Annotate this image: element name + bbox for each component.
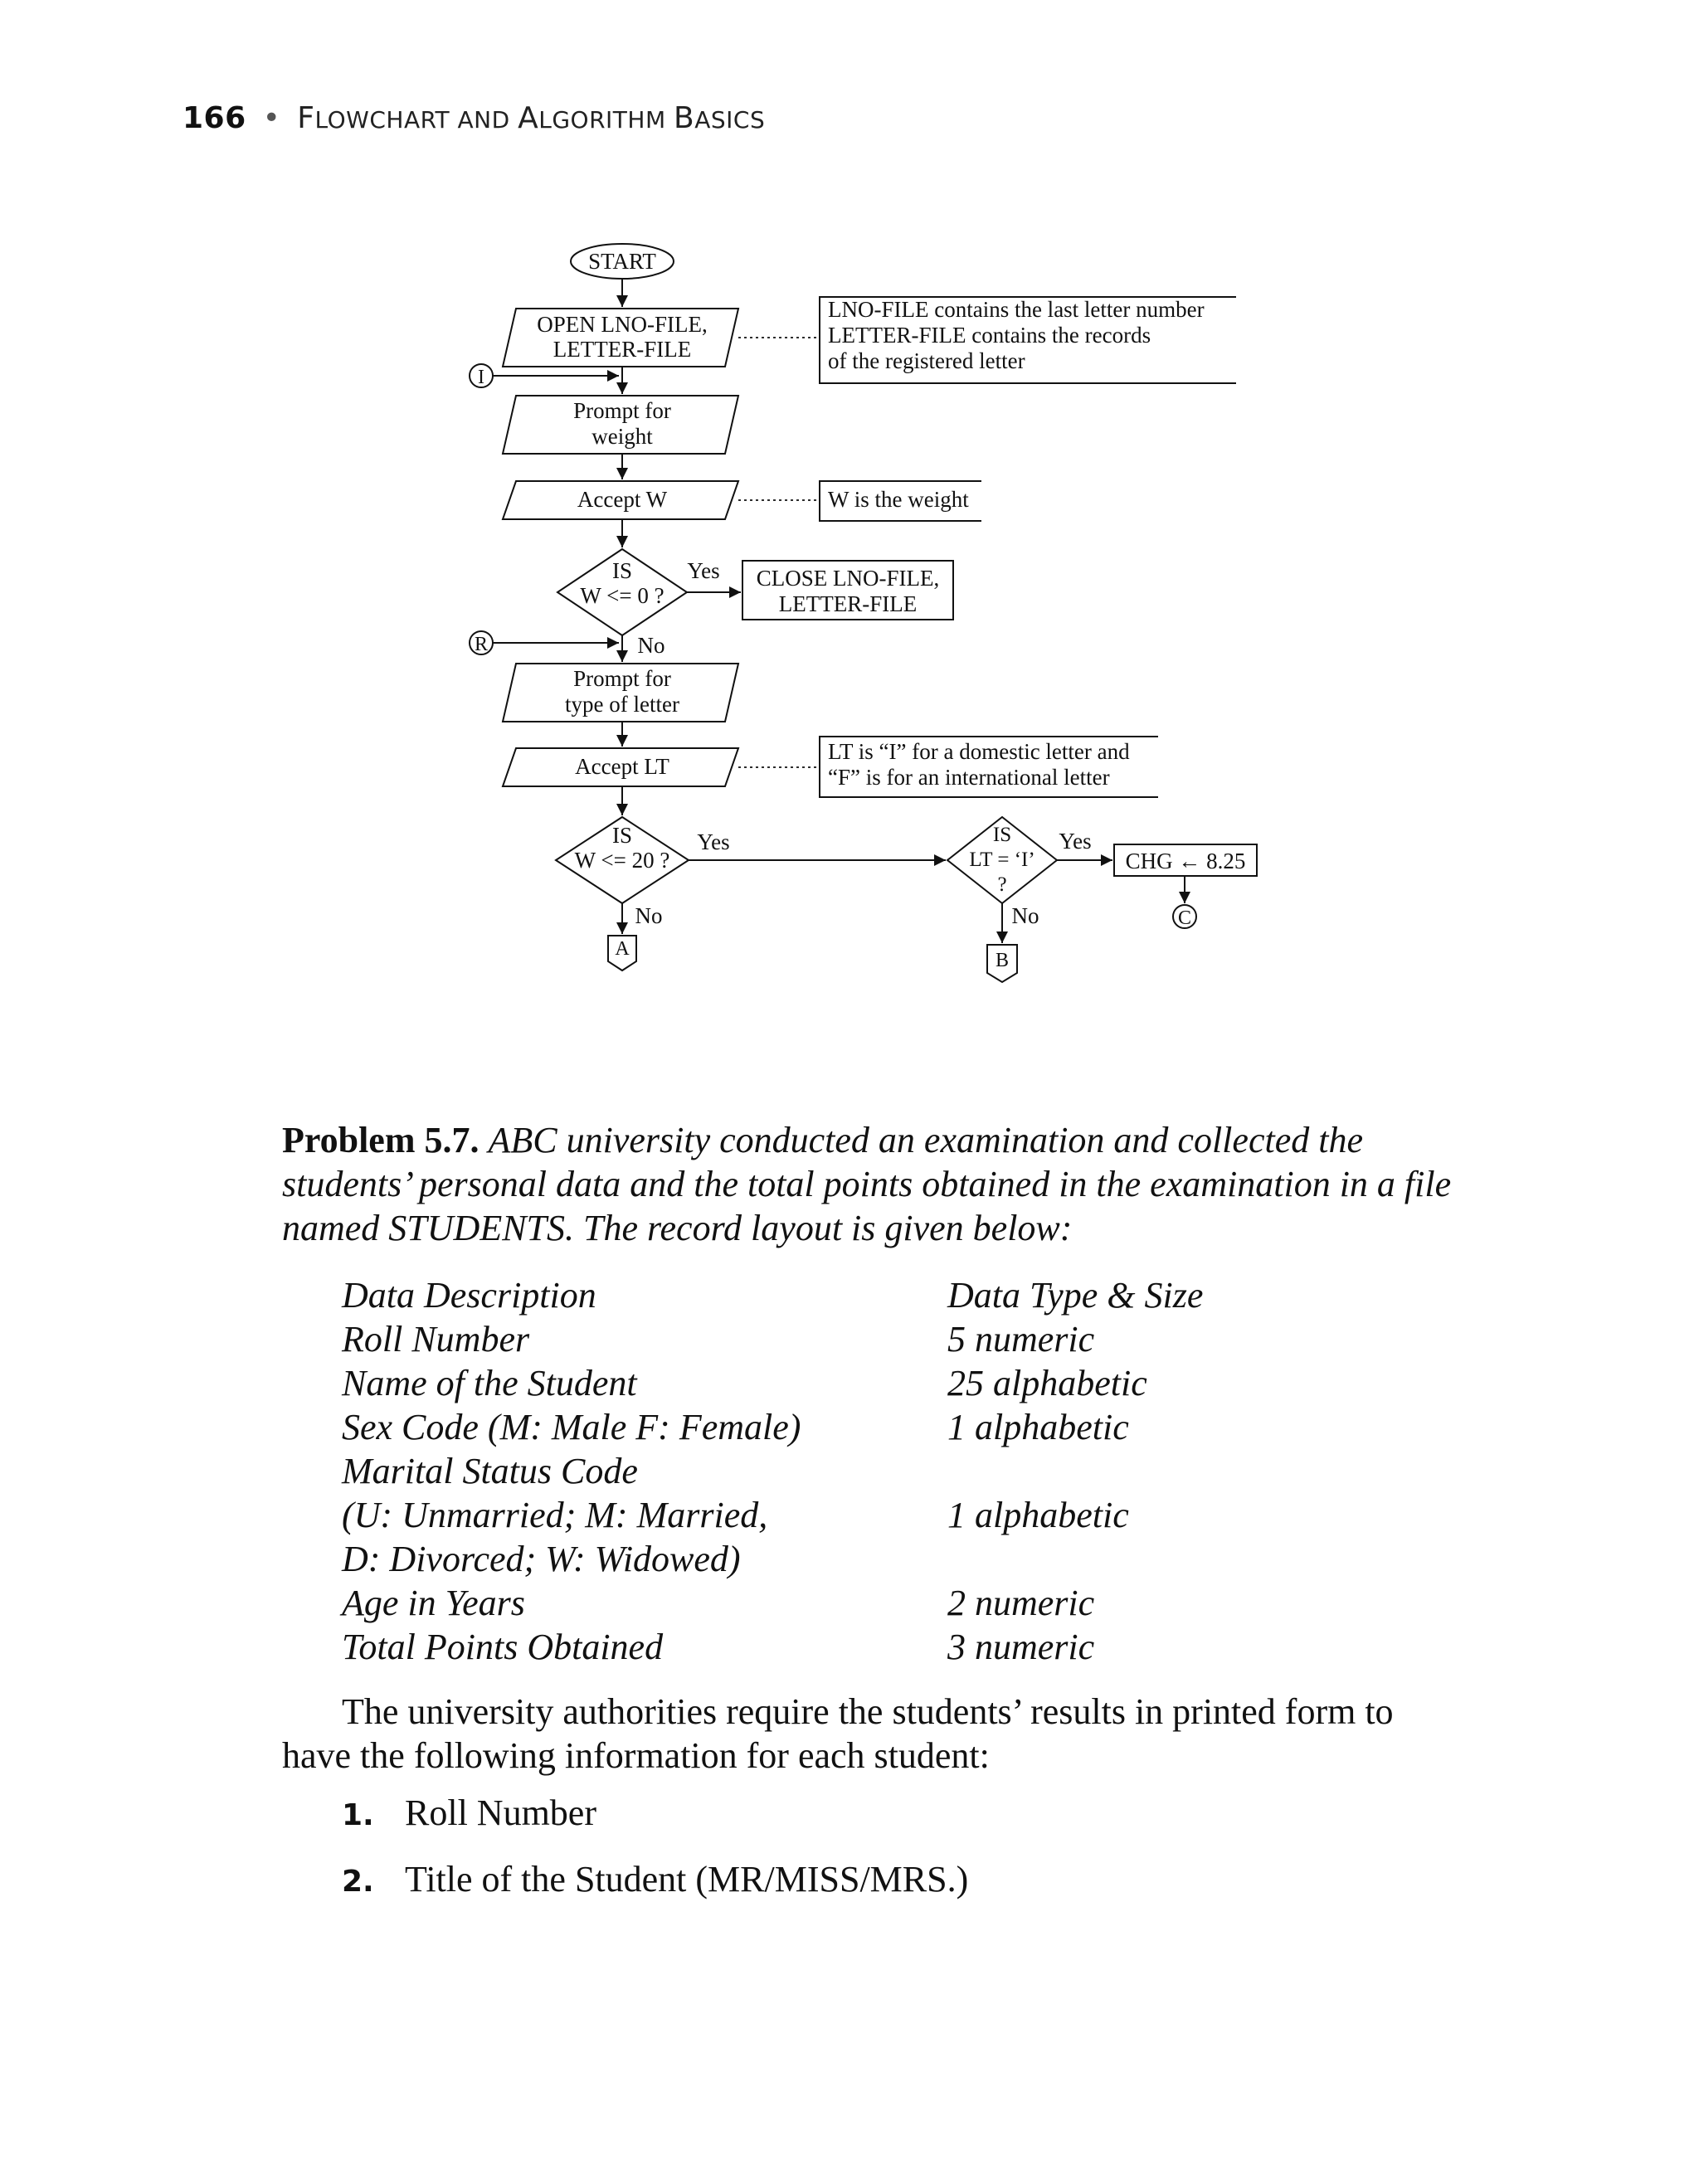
no-label-1: No — [637, 633, 665, 658]
note-files-line2: LETTER-FILE contains the records — [828, 323, 1151, 348]
list-item — [342, 1858, 968, 1900]
offpage-a-label: A — [615, 938, 630, 960]
prompt-type-line1: Prompt for — [573, 666, 671, 691]
data-type-cell: 25 alphabetic — [947, 1363, 1147, 1403]
decision-lt-line1: IS — [992, 824, 1012, 846]
note-w-label: W is the weight — [828, 487, 969, 512]
record-layout-row — [342, 1581, 1503, 1625]
data-type-cell: 2 numeric — [947, 1583, 1095, 1623]
prompt-weight-line1: Prompt for — [573, 398, 671, 423]
list-item — [342, 1792, 596, 1834]
chg-label: CHG ← 8.25 — [1125, 849, 1246, 873]
yes-label-2: Yes — [697, 829, 730, 854]
yes-label-1: Yes — [687, 558, 720, 583]
flowchart — [0, 0, 1699, 1037]
record-layout-row — [342, 1537, 1503, 1581]
start-label: START — [588, 249, 656, 274]
connector-i-label: I — [478, 367, 484, 388]
note-lt-line1: LT is “I” for a domestic letter and — [828, 739, 1130, 764]
data-description-cell: Data Description — [342, 1275, 596, 1316]
record-layout-row — [342, 1493, 1503, 1537]
data-description-cell: Total Points Obtained — [342, 1627, 664, 1667]
running-title: FLOWCHART AND ALGORITHM BASICS — [297, 101, 766, 135]
decision-lt-line3: ? — [997, 873, 1007, 896]
accept-w-label: Accept W — [577, 487, 668, 512]
connector-r-label: R — [474, 634, 489, 655]
record-layout-row — [342, 1449, 1503, 1493]
open-files-line1: OPEN LNO-FILE, — [537, 312, 708, 337]
data-type-cell: Data Type & Size — [947, 1275, 1204, 1316]
no-label-2: No — [635, 903, 663, 928]
problem-statement — [282, 1118, 1460, 1250]
prompt-weight-line2: weight — [591, 424, 653, 449]
record-layout-row — [342, 1317, 1503, 1361]
offpage-b-label: B — [995, 950, 1010, 971]
page-number: 166 — [183, 101, 246, 135]
decision-w0-line1: IS — [611, 558, 633, 583]
decision-lt-line2: LT = ‘I’ — [969, 849, 1035, 871]
note-files-line1: LNO-FILE contains the last letter number — [828, 297, 1205, 322]
data-type-cell: 1 alphabetic — [947, 1495, 1129, 1535]
data-description-cell: Marital Status Code — [342, 1451, 638, 1491]
close-files-line2: LETTER-FILE — [778, 591, 918, 616]
open-files-line2: LETTER-FILE — [553, 337, 692, 362]
list-number: 2. — [342, 1865, 374, 1899]
decision-w0-line2: W <= 0 ? — [580, 583, 665, 608]
list-text: Title of the Student (MR/MISS/MRS.) — [405, 1859, 969, 1899]
decision-w20-line1: IS — [611, 823, 633, 848]
record-layout-table — [342, 1273, 1503, 1669]
note-files-line3: of the registered letter — [828, 348, 1025, 373]
decision-w20-line2: W <= 20 ? — [574, 848, 670, 873]
data-description-cell: Sex Code (M: Male F: Female) — [342, 1407, 801, 1447]
problem-label: Problem 5.7. — [282, 1120, 480, 1160]
data-type-cell: 1 alphabetic — [947, 1407, 1129, 1447]
data-description-cell: Roll Number — [342, 1319, 530, 1360]
record-layout-row — [342, 1273, 1503, 1317]
yes-label-3: Yes — [1059, 829, 1092, 854]
list-text: Roll Number — [405, 1792, 596, 1833]
no-label-3: No — [1011, 903, 1039, 928]
body-paragraph: The university authorities require the students’ results in printed form to have the following information for each student: — [282, 1691, 1394, 1776]
data-type-cell: 5 numeric — [947, 1319, 1095, 1360]
data-description-cell: Age in Years — [342, 1583, 525, 1623]
record-layout-row — [342, 1361, 1503, 1405]
record-layout-row — [342, 1405, 1503, 1449]
accept-lt-label: Accept LT — [575, 754, 669, 779]
data-type-cell: 3 numeric — [947, 1627, 1095, 1667]
record-layout-row — [342, 1625, 1503, 1669]
data-description-cell: (U: Unmarried; M: Married, — [342, 1495, 768, 1535]
header-bullet: • — [262, 101, 281, 135]
note-lt-line2: “F” is for an international letter — [828, 765, 1110, 790]
data-description-cell: D: Divorced; W: Widowed) — [342, 1539, 741, 1579]
data-description-cell: Name of the Student — [342, 1363, 637, 1403]
connector-c-label: C — [1177, 907, 1192, 929]
problem-text: ABC university conducted an examination and collected the students’ personal data and the total points obtained in the examination in a file named STUDENTS. The record layout is given below: — [282, 1120, 1452, 1248]
list-number: 1. — [342, 1798, 374, 1832]
prompt-type-line2: type of letter — [565, 692, 679, 717]
close-files-line1: CLOSE LNO-FILE, — [756, 566, 940, 591]
